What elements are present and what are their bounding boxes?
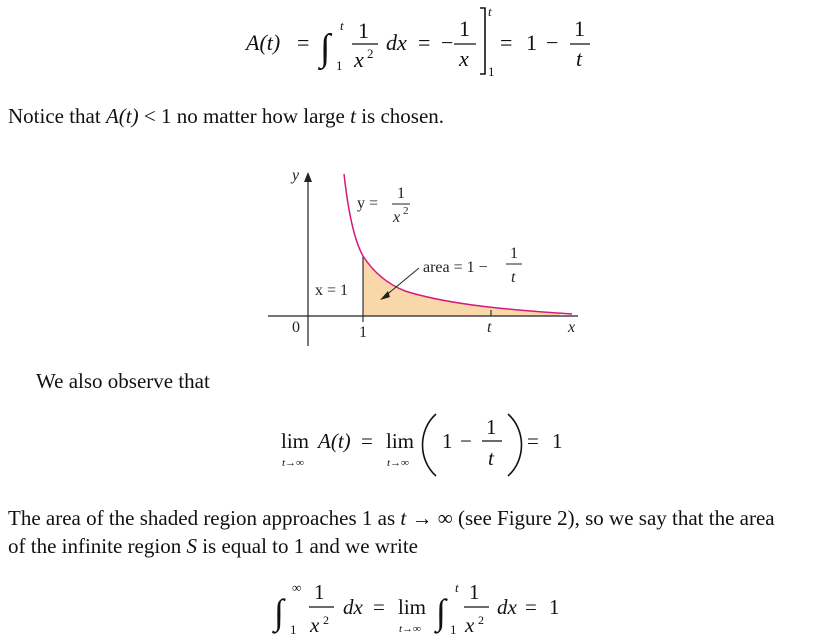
- eq2-one: 1: [442, 429, 453, 453]
- equation-improper-integral: [0, 572, 839, 644]
- eq3-lim-sub: t→∞: [399, 623, 421, 635]
- eq1-int-lower: 1: [336, 58, 343, 73]
- eq1-frac3-den: t: [576, 46, 583, 71]
- text-notice-var: t: [350, 104, 356, 128]
- eq1-equals: =: [297, 30, 310, 55]
- eq2-lim-1-sub: t→∞: [282, 457, 304, 469]
- text3-line1-var: t: [400, 506, 407, 530]
- eq2-frac-den: t: [488, 446, 494, 470]
- x-axis-label: x: [568, 319, 576, 336]
- eq3-integral-sign: ∫: [274, 592, 284, 632]
- eq3-equals: =: [373, 595, 385, 619]
- eq2-frac-num: 1: [486, 415, 497, 439]
- eq1-frac2-den: x: [459, 46, 469, 71]
- eq3-frac-den: x: [310, 613, 320, 637]
- left-paren: [423, 414, 437, 476]
- eq1-frac-den-exp: 2: [367, 46, 374, 61]
- eq1-dx: dx: [386, 30, 407, 55]
- eq3-lim: lim: [398, 595, 427, 619]
- eq2-equals: =: [361, 429, 373, 453]
- eq3-equals-2: =: [525, 595, 537, 619]
- eq2-lim-1: lim: [281, 429, 310, 453]
- eq1-int-upper: t: [340, 18, 344, 33]
- text-notice-before: Notice that: [8, 104, 106, 128]
- eq1-frac3-num: 1: [574, 16, 585, 41]
- tick-1-label: 1: [359, 324, 367, 341]
- eq3-int2-upper: t: [455, 580, 459, 595]
- right-paren: [508, 414, 522, 476]
- eq1-one: 1: [526, 30, 537, 55]
- eq1-frac-num: 1: [358, 18, 369, 43]
- area-label-lhs: area = 1 −: [423, 259, 488, 276]
- eq1-minus: −: [441, 30, 454, 55]
- eq3-frac-num: 1: [314, 580, 325, 604]
- eq3-integral-sign-2: ∫: [436, 592, 446, 632]
- eq2-minus: −: [460, 429, 472, 453]
- area-label-num: 1: [510, 245, 518, 262]
- y-axis-label: y: [292, 167, 300, 184]
- eq2-expr: A(t): [318, 429, 351, 453]
- eq3-frac-den-exp: 2: [323, 613, 329, 627]
- curve-label-den: x: [393, 209, 401, 226]
- origin-label: 0: [292, 319, 300, 336]
- eq3-frac2-num: 1: [469, 580, 480, 604]
- eq3-int-upper: ∞: [292, 580, 302, 595]
- eq1-eval-upper: t: [488, 4, 492, 19]
- eq3-frac2-den: x: [465, 613, 475, 637]
- eq2-lim-2: lim: [386, 429, 415, 453]
- equation-area-integral: [0, 0, 839, 90]
- text-notice: [8, 102, 444, 131]
- text-notice-rel: < 1 no matter how large: [138, 104, 351, 128]
- tick-t-label: t: [487, 319, 492, 336]
- text3-line1-a: The area of the shaded region approaches 1 as: [8, 506, 401, 530]
- y-axis-arrow-icon: [304, 172, 312, 182]
- eq1-eval-lower: 1: [488, 64, 495, 79]
- curve-label-lhs: y =: [357, 195, 379, 212]
- text3-line2-b: is equal to 1 and we write: [196, 534, 418, 558]
- text-area-approaches: [8, 504, 775, 533]
- eq3-int-lower: 1: [290, 622, 297, 637]
- text-notice-expr: A(t): [105, 104, 139, 128]
- eq1-minus-2: −: [546, 30, 559, 55]
- line-label-x1: x = 1: [315, 282, 349, 299]
- eq3-dx-2: dx: [497, 595, 517, 619]
- area-label-den: t: [511, 269, 516, 286]
- text3-line1-b: → ∞ (see Figure 2), so we say that the area: [406, 506, 775, 530]
- eq1-lhs: A(t): [246, 30, 281, 55]
- text3-line2-a: of the infinite region: [8, 534, 187, 558]
- eq1-frac-den: x: [354, 47, 364, 72]
- eq2-lim-2-sub: t→∞: [387, 457, 409, 469]
- text-infinite-region: [8, 532, 418, 561]
- eval-bracket: [480, 8, 485, 74]
- text3-line2-var: S: [186, 534, 197, 558]
- eq2-result: 1: [552, 429, 563, 453]
- eq1-equals-2: =: [418, 30, 431, 55]
- figure-area-under-curve: [0, 160, 839, 350]
- eq3-result: 1: [549, 595, 560, 619]
- curve-label-num: 1: [397, 185, 405, 202]
- eq1-equals-3: =: [500, 30, 513, 55]
- eq3-int2-lower: 1: [450, 622, 457, 637]
- equation-limit-area: [0, 408, 839, 480]
- text-observe: We also observe that: [36, 369, 210, 393]
- eq1-frac2-num: 1: [459, 16, 470, 41]
- eq2-equals-2: =: [527, 429, 539, 453]
- curve-label-den-exp: 2: [403, 205, 409, 217]
- integral-sign: ∫: [320, 27, 331, 69]
- text-notice-after: is chosen.: [355, 104, 445, 128]
- eq3-frac2-den-exp: 2: [478, 613, 484, 627]
- eq3-dx: dx: [343, 595, 363, 619]
